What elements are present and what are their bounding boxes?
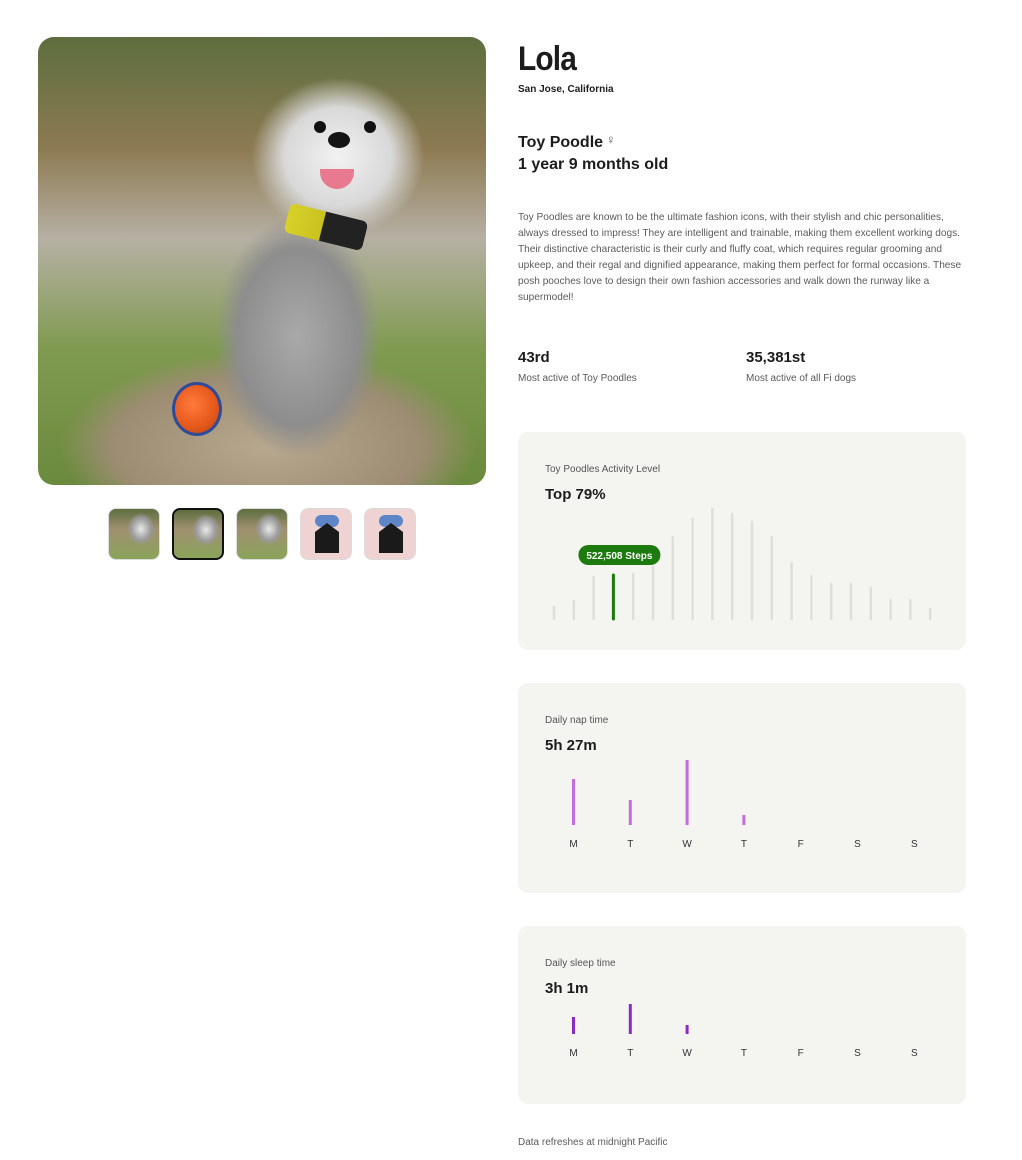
stat-global-rank	[746, 349, 856, 384]
sleep-title: Daily sleep time	[545, 958, 616, 969]
stat-label: Most active of all Fi dogs	[746, 373, 857, 384]
stat-value: 35,381st	[746, 349, 806, 366]
thumbnail-4[interactable]	[300, 508, 352, 560]
thumbnail-2[interactable]	[172, 508, 224, 560]
sleep-chart	[518, 926, 966, 1104]
nap-day-label: F	[797, 839, 804, 850]
dog-breed	[518, 132, 616, 152]
sleep-day-label: F	[797, 1048, 804, 1059]
steps-badge-label: 522,508 Steps	[586, 551, 653, 562]
thumbnail-1[interactable]	[108, 508, 160, 560]
breed-label: Toy Poodle	[518, 134, 604, 151]
dog-name: Lola	[518, 40, 576, 78]
dog-tongue	[320, 169, 354, 189]
data-refresh-note: Data refreshes at midnight Pacific	[518, 1137, 668, 1148]
sleep-day-label: T	[627, 1048, 634, 1059]
sleep-time-card	[518, 926, 966, 1104]
dog-eye	[314, 121, 326, 133]
sleep-value: 3h 1m	[545, 980, 589, 997]
nap-day-label: W	[682, 839, 692, 850]
dog-nose	[328, 132, 350, 148]
dog-age: 1 year 9 months old	[518, 156, 669, 173]
fi-collar	[284, 203, 369, 251]
photo-thumbnails	[108, 508, 416, 560]
nap-day-label: S	[854, 839, 861, 850]
main-dog-photo	[38, 37, 486, 485]
thumbnail-5[interactable]	[364, 508, 416, 560]
activity-histogram	[518, 432, 966, 650]
female-icon: ♀	[606, 132, 616, 147]
nap-day-label: M	[569, 839, 578, 850]
nap-day-label: T	[627, 839, 634, 850]
nap-title: Daily nap time	[545, 715, 609, 726]
sleep-day-label: T	[740, 1048, 747, 1059]
activity-level-card	[518, 432, 966, 650]
nap-day-label: S	[910, 839, 918, 850]
nap-time-card	[518, 683, 966, 893]
nap-day-label: T	[740, 839, 747, 850]
house-shape	[379, 523, 403, 553]
activity-value: Top 79%	[545, 486, 606, 503]
orange-ball	[172, 382, 222, 436]
nap-value: 5h 27m	[545, 737, 597, 754]
thumbnail-3[interactable]	[236, 508, 288, 560]
activity-title: Toy Poodles Activity Level	[545, 464, 661, 475]
dog-eye	[364, 121, 376, 133]
sleep-day-label: S	[910, 1048, 918, 1059]
sleep-day-label: S	[854, 1048, 861, 1059]
sleep-day-label: M	[569, 1048, 578, 1059]
stat-breed-rank	[518, 349, 637, 384]
house-shape	[315, 523, 339, 553]
stat-label: Most active of Toy Poodles	[518, 373, 637, 384]
sleep-day-label: W	[682, 1048, 692, 1059]
nap-chart	[518, 683, 966, 893]
stat-value: 43rd	[518, 349, 550, 366]
breed-description: Toy Poodles are known to be the ultimate fashion icons, with their stylish and chic personalities, always dressed to impress! They are intelligent and trainable, making them excellent working dogs. Their distinctive characteristic is their curly and fluffy coat, which requires regular grooming and upkeep, and their regal and dignified appearance, making them perfect for formal occasions. These posh pooches love to design their own fashion accessories and walk down the runway like a supermodel!	[518, 212, 962, 303]
dog-location: San Jose, California	[518, 84, 614, 95]
